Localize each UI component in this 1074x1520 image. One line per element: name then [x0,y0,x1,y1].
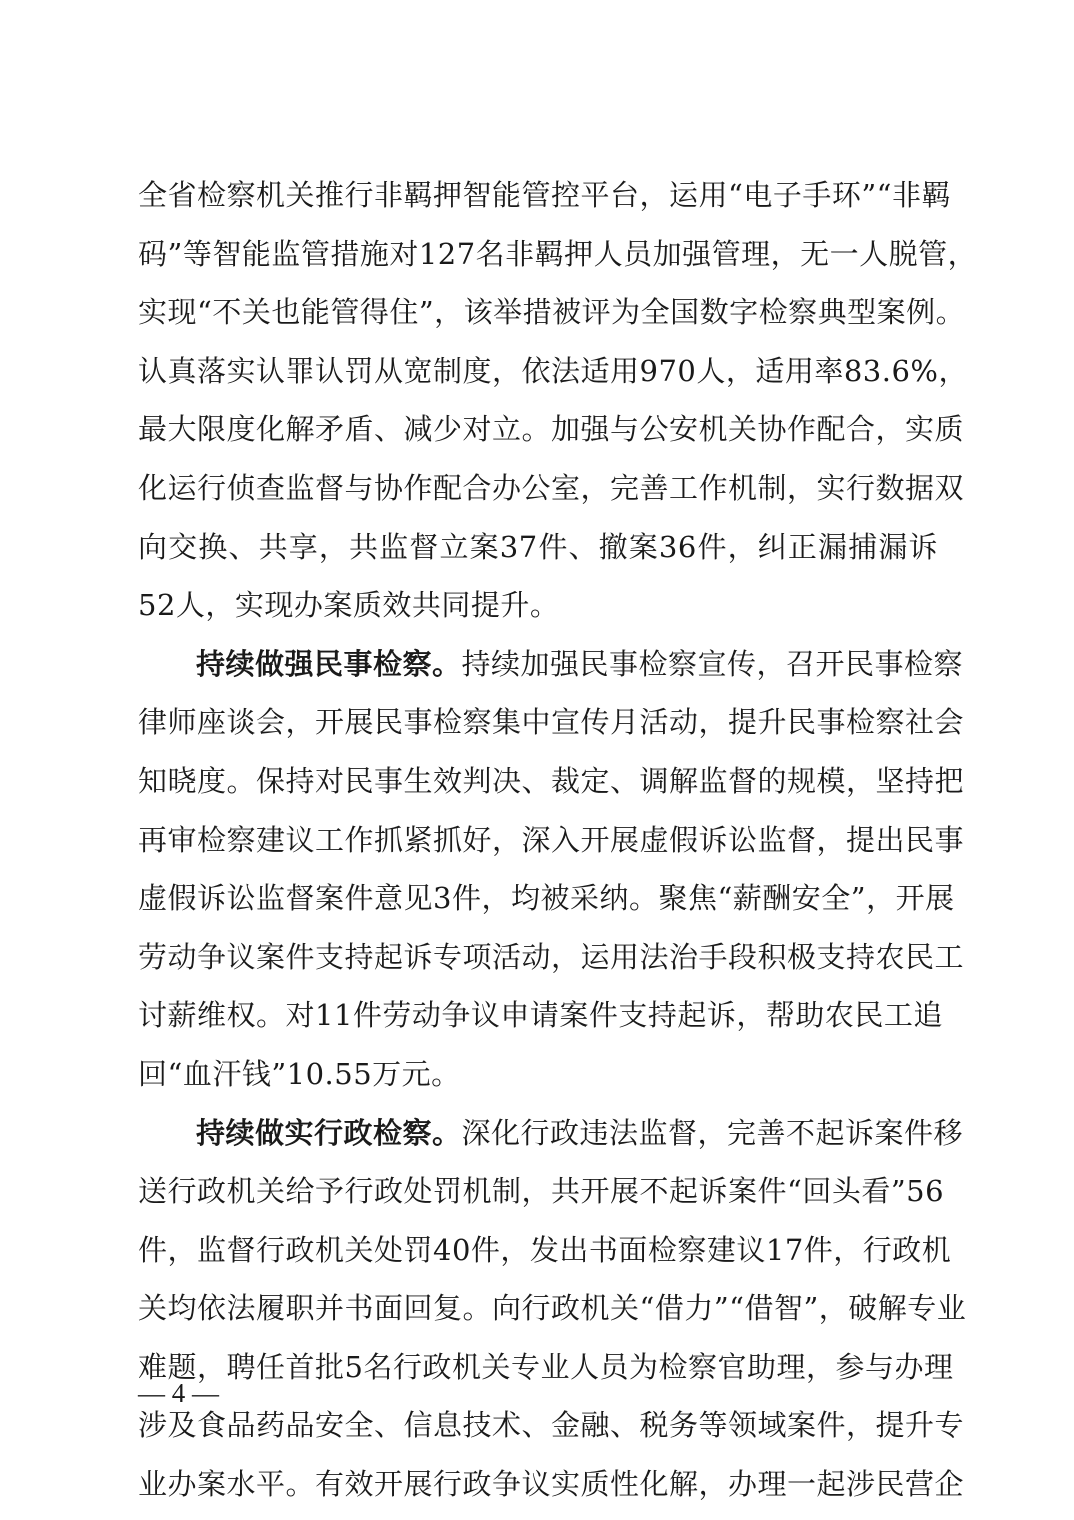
text-line: 认真落实认罪认罚从宽制度，依法适用970人，适用率83.6%， [138,353,968,388]
section-heading: 持续做强民事检察。 [196,646,462,681]
text-line: 难题，聘任首批5名行政机关专业人员为检察官助理，参与办理 [138,1349,954,1384]
text-line: 最大限度化解矛盾、减少对立。加强与公安机关协作配合，实质 [138,412,965,447]
text-line: 讨薪维权。对11件劳动争议申请案件支持起诉，帮助农民工追 [138,998,943,1033]
text-run: 持续加强民事检察宣传，召开民事检察 [461,646,964,681]
text-line: 关均依法履职并书面回复。向行政机关“借力”“借智”，破解专业 [138,1291,967,1326]
text-line: 52人，实现办案质效共同提升。 [138,588,560,623]
text-line: 实现“不关也能管得住”，该举措被评为全国数字检察典型案例。 [138,295,966,330]
text-line: 向交换、共享，共监督立案37件、撤案36件，纠正漏捕漏诉 [138,529,938,564]
text-line: 劳动争议案件支持起诉专项活动，运用法治手段积极支持农民工 [138,939,965,974]
text-line: 涉及食品药品安全、信息技术、金融、税务等领域案件，提升专 [138,1408,965,1443]
text-line: 业办案水平。有效开展行政争议实质性化解，办理一起涉民营企 [138,1467,965,1502]
text-line: 律师座谈会，开展民事检察集中宣传月活动，提升民事检察社会 [138,705,965,740]
page-number: — 4 — [138,1378,219,1408]
text-line: 知晓度。保持对民事生效判决、裁定、调解监督的规模，坚持把 [138,763,965,798]
text-line: 虚假诉讼监督案件意见3件，均被采纳。聚焦“薪酬安全”，开展 [138,881,955,916]
text-run: 深化行政违法监督，完善不起诉案件移 [461,1115,964,1150]
text-line: 送行政机关给予行政处罚机制，共开展不起诉案件“回头看”56 [138,1174,945,1209]
text-line: 化运行侦查监督与协作配合办公室，完善工作机制，实行数据双 [138,470,965,505]
text-line: 回“血汗钱”10.55万元。 [138,1056,461,1091]
text-line: 码”等智能监管措施对127名非羁押人员加强管理，无一人脱管， [138,236,978,271]
paragraph-first-line [138,1104,964,1163]
text-line: 件，监督行政机关处罚40件，发出书面检察建议17件，行政机 [138,1232,952,1267]
section-heading: 持续做实行政检察。 [196,1115,462,1150]
text-line: 再审检察建议工作抓紧抓好，深入开展虚假诉讼监督，提出民事 [138,822,965,857]
body-text [138,166,978,1514]
paragraph-first-line [138,635,964,694]
text-line: 全省检察机关推行非羁押智能管控平台，运用“电子手环”“非羁 [138,178,951,212]
